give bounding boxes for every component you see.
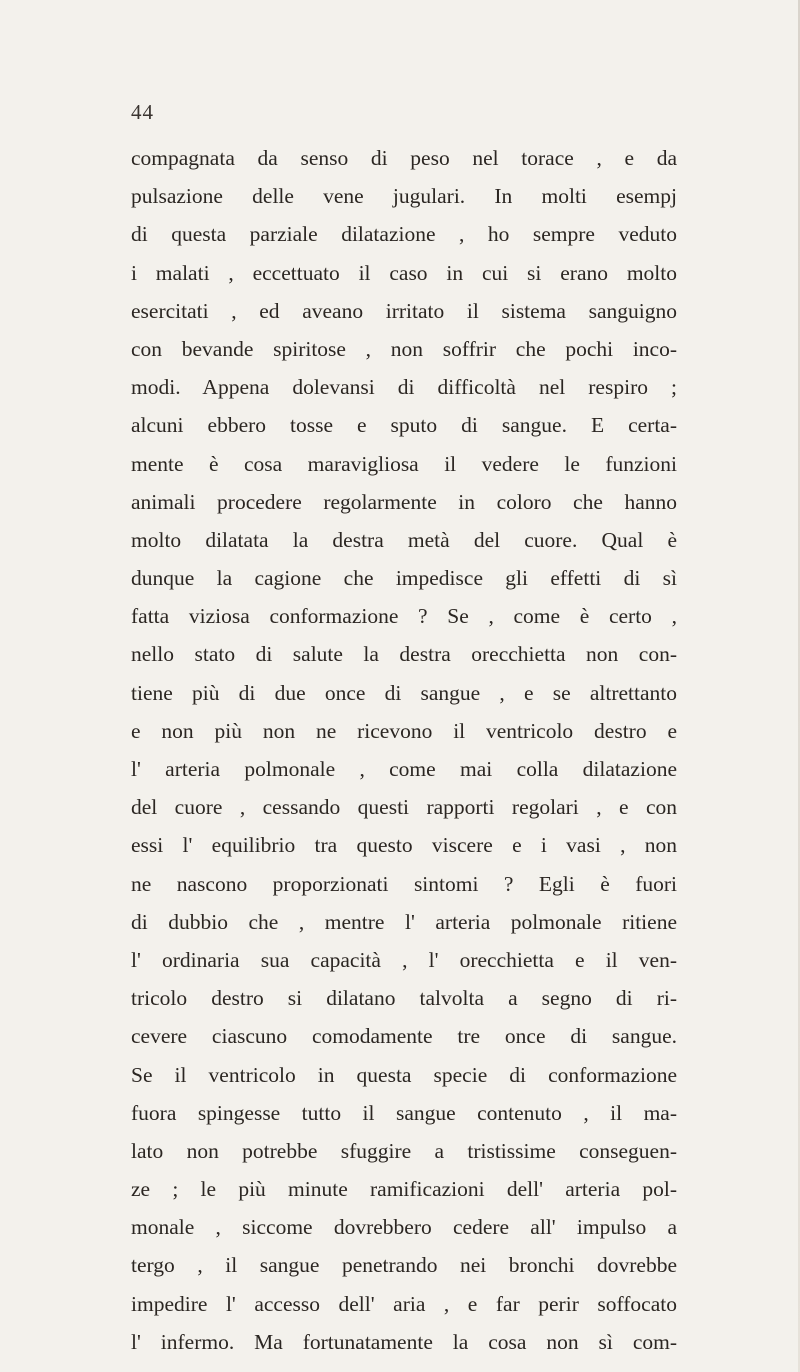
text-line: compagnata da senso di peso nel torace , e da bbox=[131, 146, 677, 170]
text-line: ne nascono proporzionati sintomi ? Egli è fuori bbox=[131, 871, 677, 896]
text-line: cevere ciascuno comodamente tre once di sangue. bbox=[131, 1024, 677, 1049]
text-line: tiene più di due once di sangue , e se altrettanto bbox=[131, 680, 677, 705]
text-line: animali procedere regolarmente in coloro che hanno bbox=[131, 489, 677, 514]
text-line: monale , siccome dovrebbero cedere all' impulso a bbox=[131, 1215, 677, 1240]
text-line: lato non potrebbe sfuggire a tristissime conseguen- bbox=[131, 1138, 677, 1163]
text-line: fuora spingesse tutto il sangue contenuto , il ma- bbox=[131, 1100, 677, 1125]
text-line: l' arteria polmonale , come mai colla dilatazione bbox=[131, 757, 677, 781]
text-line: di dubbio che , mentre l' arteria polmonale ritiene bbox=[131, 909, 677, 934]
page-number: 44 bbox=[131, 100, 154, 124]
text-line: alcuni ebbero tosse e sputo di sangue. E certa- bbox=[131, 413, 677, 438]
text-line: molto dilatata la destra metà del cuore. Qual è bbox=[131, 527, 677, 552]
text-line: del cuore , cessando questi rapporti regolari , e con bbox=[131, 795, 677, 820]
text-line: tergo , il sangue penetrando nei bronchi dovrebbe bbox=[131, 1253, 677, 1278]
text-line: e non più non ne ricevono il ventricolo destro e bbox=[131, 718, 677, 743]
text-line: impedire l' accesso dell' aria , e far perir soffocato bbox=[131, 1291, 677, 1316]
body-text bbox=[131, 139, 677, 1361]
text-line: esercitati , ed aveano irritato il sistema sanguigno bbox=[131, 298, 677, 323]
text-line: con bevande spiritose , non soffrir che pochi inco- bbox=[131, 336, 677, 361]
text-line: nello stato di salute la destra orecchietta non con- bbox=[131, 642, 677, 667]
text-line: ze ; le più minute ramificazioni dell' arteria pol- bbox=[131, 1177, 677, 1202]
text-line: tricolo destro si dilatano talvolta a segno di ri- bbox=[131, 986, 677, 1011]
text-line: modi. Appena dolevansi di difficoltà nel respiro ; bbox=[131, 375, 677, 400]
text-line: essi l' equilibrio tra questo viscere e i vasi , non bbox=[131, 833, 677, 858]
text-line: pulsazione delle vene jugulari. In molti esempj bbox=[131, 184, 677, 209]
text-line: mente è cosa maravigliosa il vedere le funzioni bbox=[131, 451, 677, 476]
text-line: dunque la cagione che impedisce gli effetti di sì bbox=[131, 566, 677, 591]
text-line: Se il ventricolo in questa specie di conformazione bbox=[131, 1062, 677, 1087]
text-line: l' infermo. Ma fortunatamente la cosa non sì com- bbox=[131, 1329, 677, 1354]
text-line: di questa parziale dilatazione , ho sempre veduto bbox=[131, 222, 677, 247]
text-line: i malati , eccettuato il caso in cui si erano molto bbox=[131, 260, 677, 285]
text-line: l' ordinaria sua capacità , l' orecchietta e il ven- bbox=[131, 947, 677, 972]
text-line: fatta viziosa conformazione ? Se , come è certo , bbox=[131, 604, 677, 629]
